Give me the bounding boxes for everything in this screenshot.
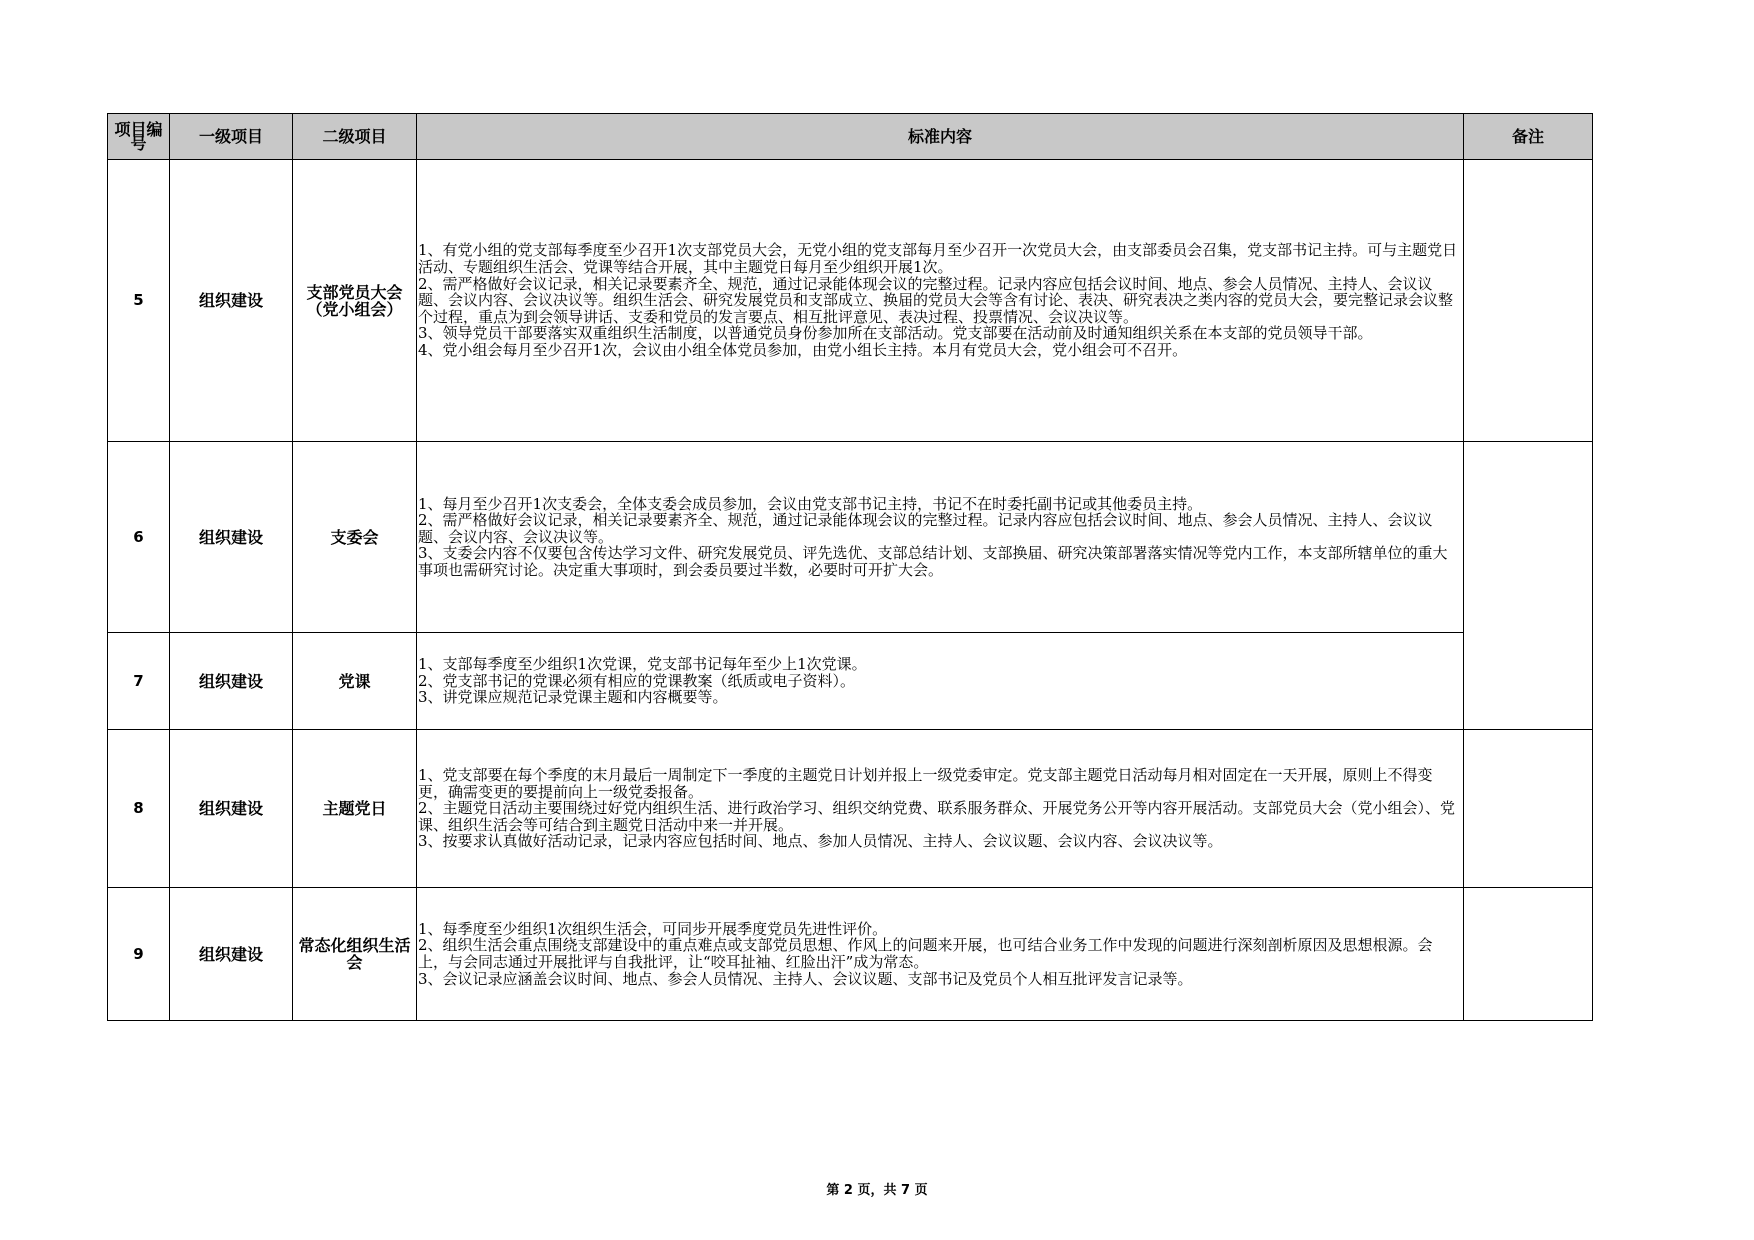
header-row xyxy=(108,114,1593,160)
row-content xyxy=(417,730,1464,888)
content-line: 1、每月至少召开1次支委会，全体支委会成员参加，会议由党支部书记主持，书记不在时委托副书记或其他委员主持。 xyxy=(418,494,1203,513)
row-level1: 组织建设 xyxy=(170,633,293,730)
header-content: 标准内容 xyxy=(417,114,1464,160)
row-number: 6 xyxy=(108,442,170,633)
table-row xyxy=(108,633,1593,730)
content-line: 3、会议记录应涵盖会议时间、地点、参会人员情况、主持人、会议议题、支部书记及党员个人相互批评发言记录等。 xyxy=(418,969,1193,988)
row-number: 5 xyxy=(108,160,170,442)
table-row xyxy=(108,160,1593,442)
content-line: 3、领导党员干部要落实双重组织生活制度，以普通党员身份参加所在支部活动。党支部要在活动前及时通知组织关系在本支部的党员领导干部。 xyxy=(418,324,1373,343)
content-line: 1、有党小组的党支部每季度至少召开1次支部党员大会，无党小组的党支部每月至少召开一次党员大会，由支部委员会召集，党支部书记主持。可与主题党日活动、专题组织生活会、党课等结合开展，其中主题党日每月至少组织开展1次。 xyxy=(418,241,1458,277)
row-level1: 组织建设 xyxy=(170,730,293,888)
row-remark xyxy=(1464,730,1593,888)
row-level1: 组织建设 xyxy=(170,442,293,633)
content-line: 1、党支部要在每个季度的末月最后一周制定下一季度的主题党日计划并报上一级党委审定。党支部主题党日活动每月相对固定在一天开展，原则上不得变更，确需变更的要提前向上一级党委报备。 xyxy=(418,766,1433,801)
row-level2: 支委会 xyxy=(293,442,417,633)
row-level2: 支部党员大会（党小组会） xyxy=(293,160,417,442)
content-line: 1、支部每季度至少组织1次党课，党支部书记每年至少上1次党课。 xyxy=(418,655,867,674)
standards-table xyxy=(107,113,1593,1021)
header-num: 项目编号 xyxy=(108,114,170,160)
row-content xyxy=(417,160,1464,442)
row-number: 8 xyxy=(108,730,170,888)
header-level2: 二级项目 xyxy=(293,114,417,160)
header-remark: 备注 xyxy=(1464,114,1593,160)
row-content xyxy=(417,633,1464,730)
content-line: 2、需严格做好会议记录，相关记录要素齐全、规范，通过记录能体现会议的完整过程。记录内容应包括会议时间、地点、参会人员情况、主持人、会议议题、会议内容、会议决议等。 xyxy=(418,511,1433,546)
table-row xyxy=(108,888,1593,1021)
row-number: 7 xyxy=(108,633,170,730)
row-remark xyxy=(1464,160,1593,442)
row-level1: 组织建设 xyxy=(170,160,293,442)
content-line: 3、讲党课应规范记录党课主题和内容概要等。 xyxy=(418,688,728,707)
row-remark xyxy=(1464,442,1593,730)
content-line: 1、每季度至少组织1次组织生活会，可同步开展季度党员先进性评价。 xyxy=(418,919,888,938)
row-number: 9 xyxy=(108,888,170,1021)
content-line: 2、需严格做好会议记录，相关记录要素齐全、规范，通过记录能体现会议的完整过程。记录内容应包括会议时间、地点、参会人员情况、主持人、会议议题、会议内容、会议决议等。组织生活会、研究发展党员和支部成立、换届的党员大会等含有讨论、表决、研究表决之类内容的党员大会，要完整记录会议整个过程，重点为到会领导讲话、支委和党员的发言要点、相互批评意见、表决过程、投票情况、会议决议等。 xyxy=(418,274,1454,326)
content-line: 2、党支部书记的党课必须有相应的党课教案（纸质或电子资料）。 xyxy=(418,671,856,690)
row-level2: 党课 xyxy=(293,633,417,730)
row-level2: 主题党日 xyxy=(293,730,417,888)
row-content xyxy=(417,442,1464,633)
content-line: 3、支委会内容不仅要包含传达学习文件、研究发展党员、评先选优、支部总结计划、支部换届、研究决策部署落实情况等党内工作，本支部所辖单位的重大事项也需研究讨论。决定重大事项时，到会委员要过半数，必要时可开扩大会。 xyxy=(418,544,1448,579)
row-remark xyxy=(1464,888,1593,1021)
row-level1: 组织建设 xyxy=(170,888,293,1021)
row-level2: 常态化组织生活会 xyxy=(293,888,417,1021)
table-row xyxy=(108,442,1593,633)
page-footer: 第 2 页，共 7 页 xyxy=(826,1183,928,1198)
content-line: 2、主题党日活动主要围绕过好党内组织生活、进行政治学习、组织交纳党费、联系服务群众、开展党务公开等内容开展活动。支部党员大会（党小组会）、党课、组织生活会等可结合到主题党日活动中来一并开展。 xyxy=(418,799,1456,834)
row-content xyxy=(417,888,1464,1021)
content-line: 3、按要求认真做好活动记录，记录内容应包括时间、地点、参加人员情况、主持人、会议议题、会议内容、会议决议等。 xyxy=(418,832,1223,851)
table-row xyxy=(108,730,1593,888)
content-line: 4、党小组会每月至少召开1次，会议由小组全体党员参加，由党小组长主持。本月有党员大会，党小组会可不召开。 xyxy=(418,340,1188,359)
content-line: 2、组织生活会重点围绕支部建设中的重点难点或支部党员思想、作风上的问题来开展，也可结合业务工作中发现的问题进行深刻剖析原因及思想根源。会上，与会同志通过开展批评与自我批评，让“咬耳扯袖、红脸出汗”成为常态。 xyxy=(418,936,1433,971)
header-level1: 一级项目 xyxy=(170,114,293,160)
